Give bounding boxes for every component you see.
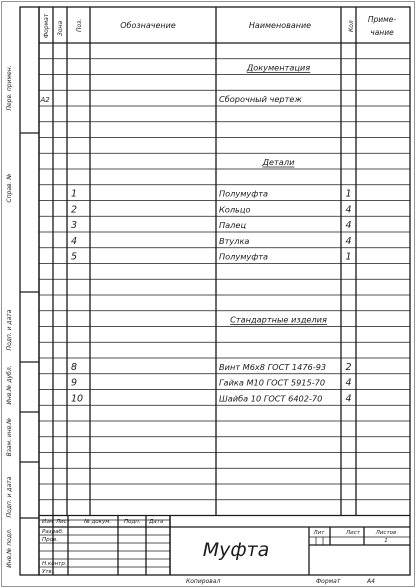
section-heading: Стандартные изделия	[230, 314, 327, 325]
header-note-line1: Приме-	[367, 15, 397, 24]
tb-podp: Подп.	[124, 519, 141, 525]
cell-qty: 1	[345, 251, 352, 263]
cell-qty: 4	[345, 220, 352, 231]
strip-sprav-no: Справ. №	[6, 173, 13, 203]
tb-izm: Изм	[42, 519, 54, 525]
tb-product-name: Муфта	[202, 539, 270, 561]
header-qty: Кол	[348, 20, 355, 32]
cell-name: Кольцо	[219, 204, 251, 215]
cell-name: Шайба 10 ГОСТ 6402-70	[219, 393, 323, 404]
cell-qty: 4	[345, 204, 352, 216]
section-heading: Документация	[246, 62, 311, 73]
section-heading: Детали	[262, 157, 295, 167]
cell-name: Винт М6х8 ГОСТ 1476-93	[219, 361, 327, 372]
tb-razrab: Разраб.	[42, 529, 64, 535]
tb-list-label: Лист	[346, 530, 360, 536]
cell-pos: 2	[71, 204, 78, 216]
tb-list: Лист	[56, 519, 70, 525]
cell-name: Палец	[219, 220, 247, 230]
tb-lit: Лит	[313, 530, 325, 536]
tb-utv: Утв.	[42, 569, 54, 575]
cell-qty: 1	[345, 188, 352, 200]
tb-prov: Пров.	[42, 537, 58, 543]
cell-qty: 2	[345, 361, 352, 373]
cell-qty: 4	[345, 377, 352, 389]
trim-frame	[2, 2, 415, 587]
left-strip	[20, 7, 39, 575]
strip-perv-primen: Перв. примен.	[6, 65, 13, 111]
tb-listov-value: 1	[384, 538, 388, 544]
header-designation: Обозначение	[120, 21, 176, 30]
header-pos: Поз.	[76, 18, 83, 32]
footer-kopiroval: Копировал	[186, 578, 221, 585]
cell-name: Гайка М10 ГОСТ 5915-70	[219, 377, 326, 388]
table-cells	[40, 63, 352, 405]
cell-pos: 5	[71, 251, 78, 263]
strip-vzam-inv: Взам. инв.№	[6, 417, 13, 457]
cell-pos: 8	[71, 361, 78, 373]
cell-pos: 10	[71, 393, 84, 405]
header-zone: Зона	[57, 20, 64, 36]
cell-qty: 4	[345, 393, 352, 405]
header-name: Наименование	[248, 21, 312, 30]
cell-name: Сборочный чертеж	[219, 94, 302, 104]
tb-n-kontr: Н.контр.	[42, 561, 67, 567]
cell-name: Полумуфта	[219, 251, 269, 262]
strip-inv-dubl: Инв.№ дубл.	[6, 365, 13, 405]
cell-pos: 4	[71, 235, 78, 247]
footer-format-value: А4	[367, 578, 375, 585]
cell-name: Полумуфта	[219, 188, 269, 199]
cell-pos: 9	[71, 377, 78, 389]
strip-podp-data-1: Подп. и дата	[6, 309, 13, 351]
cell-qty: 4	[345, 235, 352, 247]
tb-data: Дата	[149, 519, 164, 525]
drawing-frame	[39, 7, 410, 575]
table-grid	[20, 7, 410, 518]
tb-listov: Листов	[375, 530, 397, 536]
footer-format-label: Формат	[316, 578, 341, 585]
cell-pos: 3	[71, 220, 78, 231]
header-format: Формат	[43, 13, 50, 38]
cell-pos: 1	[71, 188, 78, 200]
cell-name: Втулка	[219, 235, 250, 246]
header-note-line2: чание	[370, 28, 394, 37]
cell-format: А2	[40, 96, 50, 104]
tb-doc-no: № докум.	[84, 519, 112, 525]
strip-podp-data-2: Подп. и дата	[6, 476, 13, 518]
strip-inv-podl: Инв.№ подл.	[6, 528, 13, 568]
